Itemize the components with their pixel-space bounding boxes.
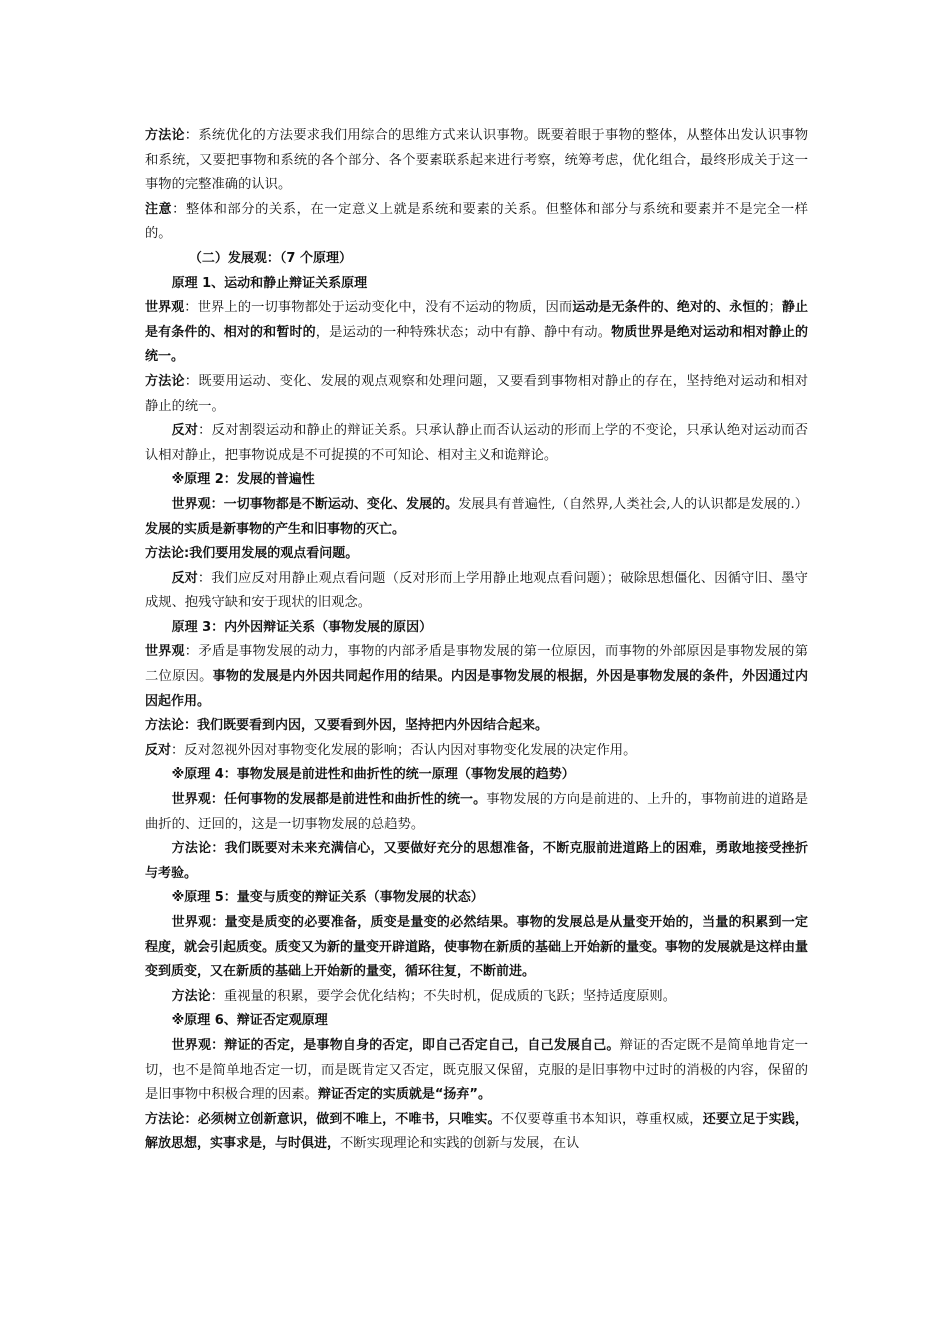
paragraph — [145, 198, 808, 247]
bold-text: 世界观 — [145, 644, 185, 660]
bold-text: 物质世界是绝对运动和相对静止的统一。 — [145, 324, 808, 365]
text-run: 不断实现理论和实践的创新与发展，在认 — [340, 1136, 580, 1152]
bold-text: 注意 — [145, 201, 173, 217]
paragraph — [145, 640, 808, 714]
bold-text: 原理 3：内外因辩证关系（事物发展的原因） — [171, 619, 433, 635]
paragraph — [145, 493, 808, 542]
bold-text: 运动是无条件的、绝对的、永恒的 — [572, 300, 769, 316]
bold-text: 世界观：辩证的否定，是事物自身的否定，即自己否定自己，自己发展自己。 — [171, 1037, 620, 1053]
bold-text: 方法论:我们要用发展的观点看问题。 — [145, 546, 359, 562]
paragraph — [145, 788, 808, 837]
paragraph — [145, 616, 808, 641]
paragraph — [145, 124, 808, 198]
paragraph — [145, 763, 808, 788]
bold-text: 方法论：我们既要对未来充满信心，又要做好充分的思想准备，不断克服前进道路上的困难，勇敢地接受挫折与考验。 — [145, 841, 808, 881]
text-run: ：矛盾是事物发展的动力，事物的内部矛盾是事物发展的第一位原因，而事物的外部原因是事物发展的第二位原因。 — [145, 644, 808, 685]
text-run: ：既要用运动、变化、发展的观点观察和处理问题，又要看到事物相对静止的存在，坚持绝对运动和相对静止的统一。 — [145, 373, 808, 414]
paragraph — [145, 419, 808, 468]
bold-text: ※原理 5：量变与质变的辩证关系（事物发展的状态） — [171, 890, 484, 906]
paragraph — [145, 1108, 808, 1157]
bold-text: 反对 — [145, 742, 172, 758]
paragraph — [145, 1034, 808, 1108]
text-run: ：我们应反对用静止观点看问题（反对形而上学用静止地观点看问题）；破除思想僵化、因循守旧、墨守成规、抱残守缺和安于现状的旧观念。 — [145, 570, 808, 611]
text-run: ：反对忽视外因对事物变化发展的影响；否认内因对事物变化发展的决定作用。 — [171, 742, 637, 758]
bold-text: 方法论 — [145, 128, 185, 143]
bold-text: 辩证否定的实质就是“扬弃”。 — [317, 1087, 491, 1103]
paragraph — [145, 886, 808, 911]
paragraph — [145, 985, 808, 1010]
text-run: 事物发展的方向是前进的、上升的，事物前进的道路是曲折的、迂回的，这是一切事物发展的总趋势。 — [145, 792, 808, 832]
bold-text: 方法论 — [145, 373, 185, 389]
paragraph — [145, 468, 808, 493]
bold-text: 世界观：任何事物的发展都是前进性和曲折性的统一。 — [171, 792, 487, 808]
bold-text: 世界观：一切事物都是不断运动、变化、发展的。 — [171, 496, 459, 512]
paragraph — [145, 911, 808, 985]
text-run: ：重视量的积累，要学会优化结构；不失时机，促成质的飞跃；坚持适度原则。 — [210, 988, 676, 1004]
paragraph — [145, 247, 808, 272]
text-run: ，是运动的一种特殊状态；动中有静、静中有动。 — [315, 324, 612, 340]
paragraph — [145, 272, 808, 297]
bold-text: 事物的发展是内外因共同起作用的结果。内因是事物发展的根据，外因是事物发展的条件，外因通过内因起作用。 — [145, 669, 808, 709]
paragraph — [145, 1009, 808, 1034]
bold-text: 静止是有条件的、相对的和暂时的 — [145, 300, 808, 340]
text-run: ：世界上的一切事物都处于运动变化中，没有不运动的物质，因而 — [184, 300, 573, 316]
text-run: ； — [768, 300, 782, 316]
bold-text: （二）发展观：（7 个原理） — [188, 250, 352, 266]
paragraph — [145, 542, 808, 567]
bold-text: 方法论：必须树立创新意识，做到不唯上，不唯书，只唯实。 — [145, 1111, 501, 1127]
text-run: ：系统优化的方法要求我们用综合的思维方式来认识事物。既要着眼于事物的整体，从整体出发认识事物和系统，又要把事物和系统的各个部分、各个要素联系起来进行考察，统筹考虑，优化组合，最终形成关于这一事物的完整准确的认识。 — [145, 128, 808, 193]
text-run: 不仅要尊重书本知识，尊重权威， — [500, 1111, 703, 1127]
bold-text: 原理 1、运动和静止辩证关系原理 — [171, 275, 368, 291]
text-run: ：反对割裂运动和静止的辩证关系。只承认静止而否认运动的形而上学的不变论，只承认绝对运动而否认相对静止，把事物说成是不可捉摸的不可知论、相对主义和诡辩论。 — [145, 423, 808, 463]
text-run: 辩证的否定既不是简单地肯定一切，也不是简单地否定一切，而是既肯定又否定，既克服又保留，克服的是旧事物中过时的消极的内容，保留的是旧事物中积极合理的因素。 — [145, 1037, 808, 1103]
bold-text: ※原理 4：事物发展是前进性和曲折性的统一原理（事物发展的趋势） — [171, 767, 575, 783]
bold-text: 还要立足于实践，解放思想，实事求是，与时俱进， — [145, 1111, 808, 1152]
bold-text: 反对 — [171, 570, 198, 586]
text-run: 发展具有普遍性,（自然界,人类社会,人的认识都是发展的.） — [458, 496, 808, 512]
bold-text: 反对 — [171, 423, 199, 439]
paragraph — [145, 370, 808, 419]
paragraph — [145, 739, 808, 764]
bold-text: 方法论：我们既要看到内因，又要看到外因，坚持把内外因结合起来。 — [145, 718, 549, 734]
bold-text: 发展的实质是新事物的产生和旧事物的灭亡。 — [145, 521, 406, 537]
bold-text: 世界观：量变是质变的必要准备，质变是量变的必然结果。事物的发展总是从量变开始的，当量的积累到一定程度，就会引起质变。质变又为新的量变开辟道路，使事物在新质的基础上开始新的量变。事物的发展就是这样由量变到质变，又在新质的基础上开始新的量变，循环往复，不断前进。 — [145, 915, 809, 980]
paragraph — [145, 567, 808, 616]
paragraph — [145, 714, 808, 739]
bold-text: ※原理 2：发展的普遍性 — [171, 472, 315, 488]
text-run: ：整体和部分的关系，在一定意义上就是系统和要素的关系。但整体和部分与系统和要素并不是完全一样的。 — [145, 201, 808, 242]
paragraph — [145, 296, 808, 370]
bold-text: 世界观 — [145, 300, 185, 316]
paragraph — [145, 837, 808, 886]
bold-text: ※原理 6、辩证否定观原理 — [171, 1013, 328, 1029]
document-page — [145, 124, 808, 1157]
bold-text: 方法论 — [171, 988, 211, 1004]
